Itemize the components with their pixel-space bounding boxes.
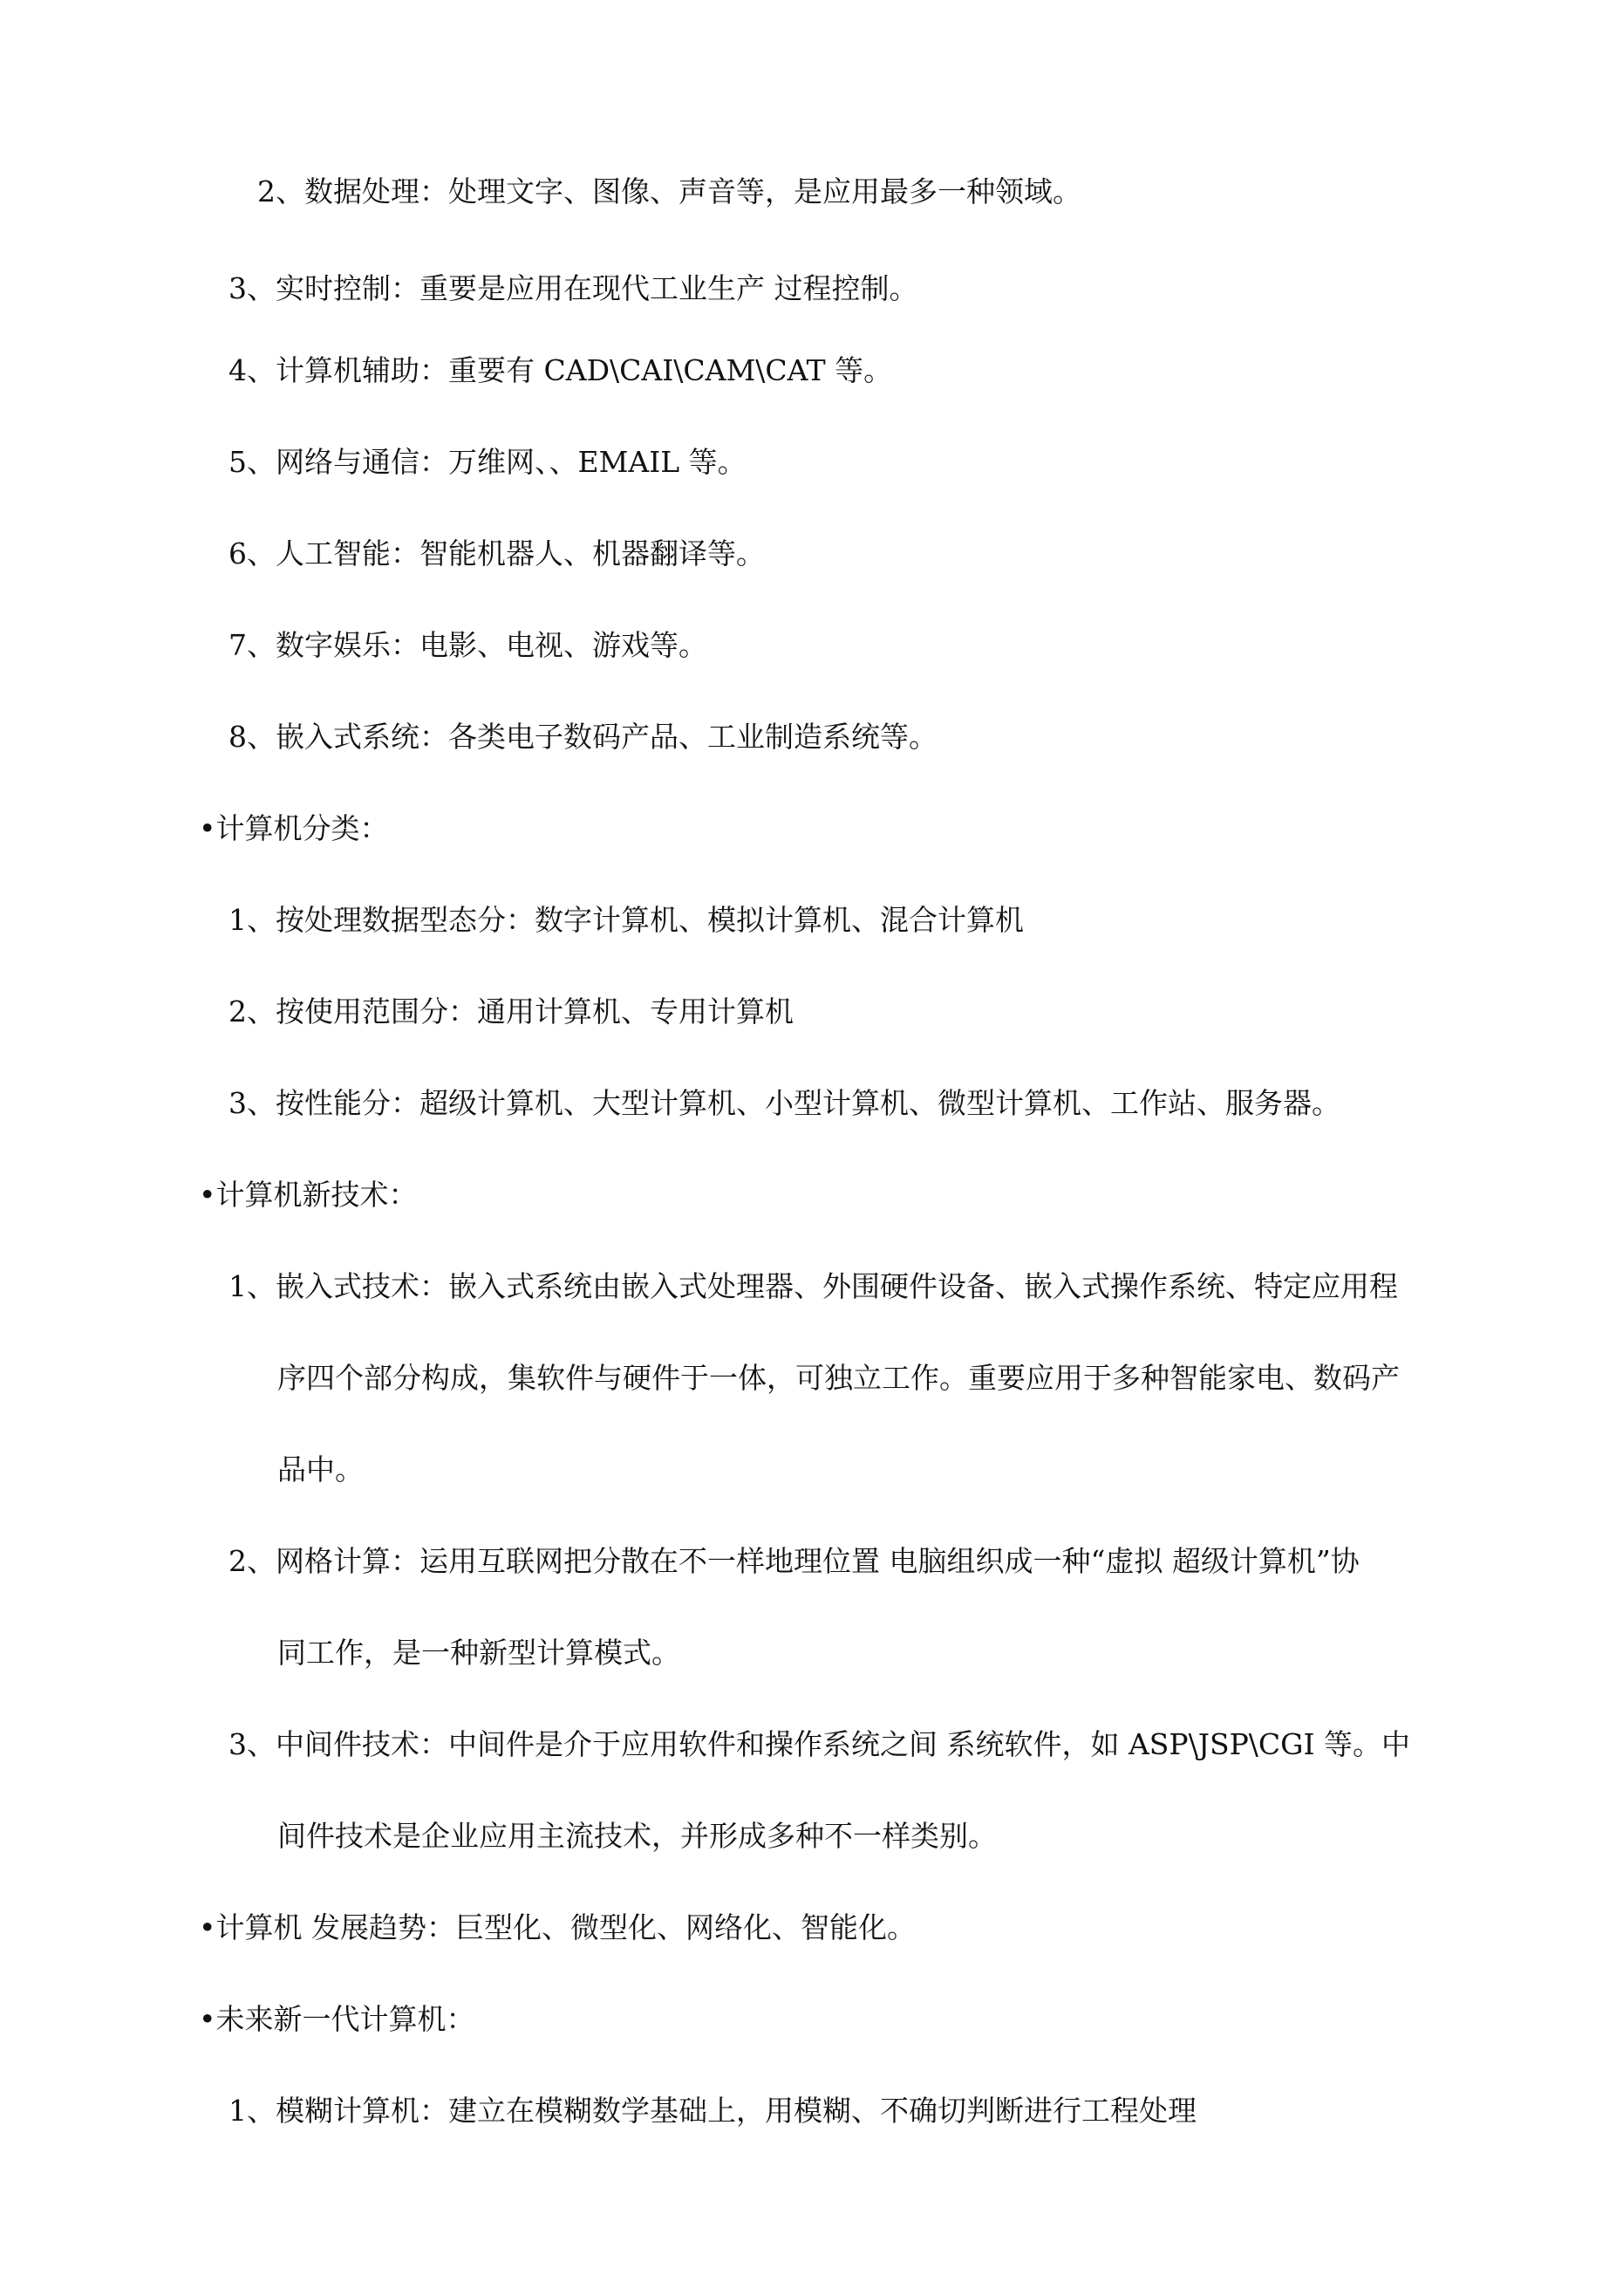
line-22: 1、模糊计算机：建立在模糊数学基础上，用模糊、不确切判断进行工程处理 [228,2094,1197,2128]
line-1: 2、数据处理：处理文字、图像、声音等，是应用最多一种领域。 [257,174,1081,208]
heading-future: •未来新一代计算机： [199,2002,475,2036]
line-19: 间件技术是企业应用主流技术，并形成多种不一样类别。 [277,1819,997,1853]
line-15: 品中。 [277,1452,364,1486]
heading-trends: •计算机 发展趋势：巨型化、微型化、网络化、智能化。 [199,1910,916,1944]
line-3: 4、计算机辅助：重要有 CAD\CAI\CAM\CAT 等。 [228,353,893,387]
line-6: 7、数字娱乐：电影、电视、游戏等。 [228,628,707,662]
line-11: 3、按性能分：超级计算机、大型计算机、小型计算机、微型计算机、工作站、服务器。 [228,1086,1340,1120]
line-4: 5、网络与通信：万维网、、EMAIL 等。 [228,445,747,479]
line-10: 2、按使用范围分：通用计算机、专用计算机 [228,994,794,1028]
line-9: 1、按处理数据型态分：数字计算机、模拟计算机、混合计算机 [228,903,1024,937]
line-2: 3、实时控制：重要是应用在现代工业生产 过程控制。 [228,271,918,305]
line-7: 8、嵌入式系统：各类电子数码产品、工业制造系统等。 [228,720,938,754]
line-17: 同工作，是一种新型计算模式。 [277,1636,680,1670]
line-13: 1、嵌入式技术：嵌入式系统由嵌入式处理器、外围硬件设备、嵌入式操作系统、特定应用程 [228,1269,1398,1303]
line-16: 2、网格计算：运用互联网把分散在不一样地理位置 电脑组织成一种“虚拟 超级计算机”协 [228,1544,1360,1578]
heading-new-tech: •计算机新技术： [199,1178,418,1212]
line-14: 序四个部分构成，集软件与硬件于一体，可独立工作。重要应用于多种智能家电、数码产 [277,1361,1400,1395]
line-18: 3、中间件技术：中间件是介于应用软件和操作系统之间 系统软件，如 ASP\JSP\CGI 等。中 [228,1727,1411,1761]
heading-classification: •计算机分类： [199,811,389,845]
line-5: 6、人工智能：智能机器人、机器翻译等。 [228,536,765,571]
